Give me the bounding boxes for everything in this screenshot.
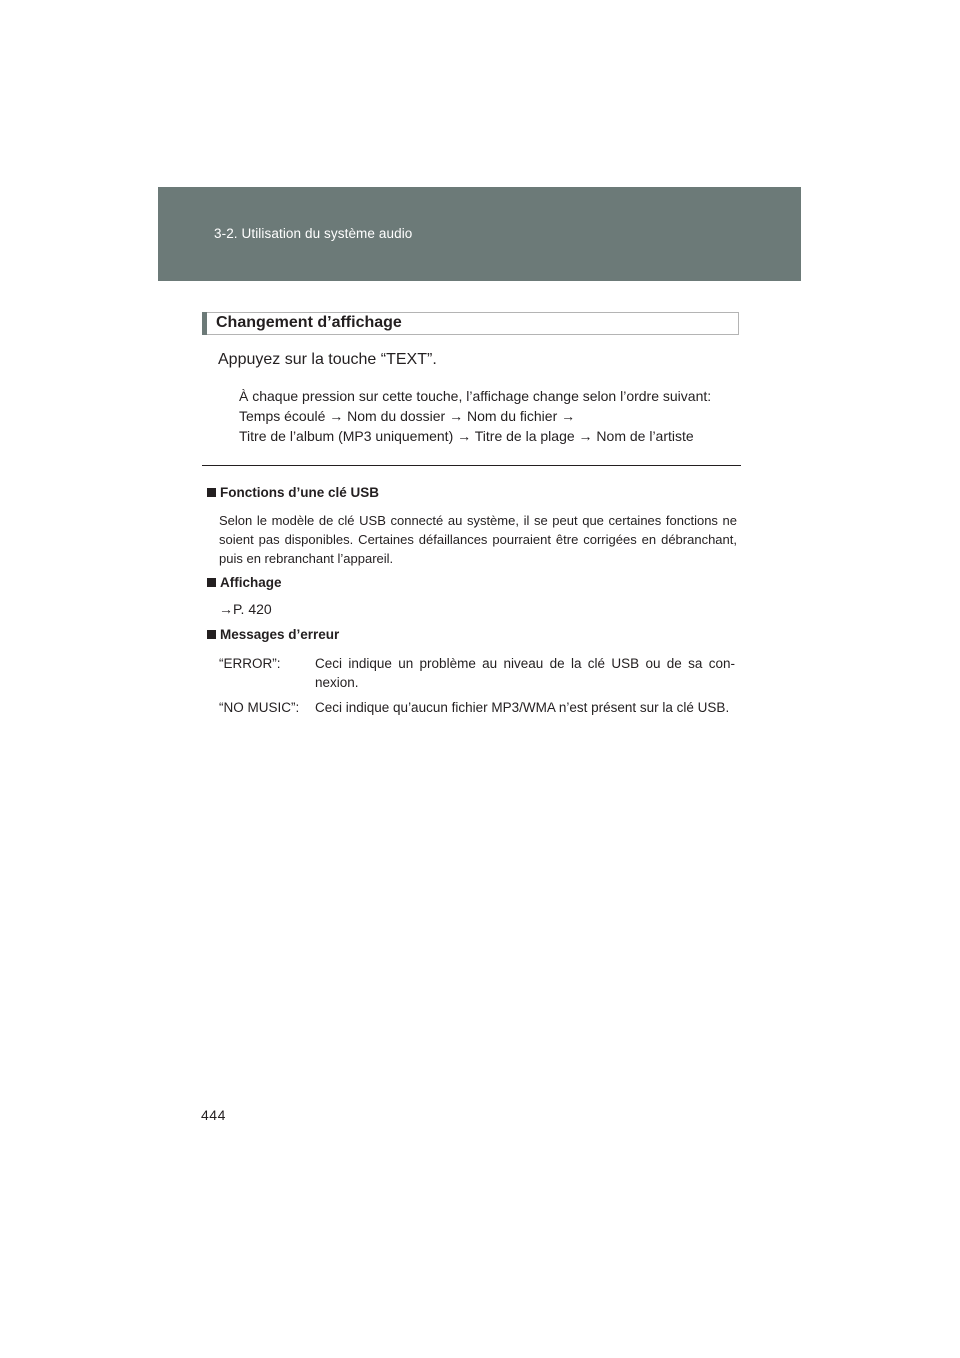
detail-line: À chaque pression sur cette touche, l’affichage change selon l’ordre suivant: [239, 388, 712, 404]
note-title-text: Messages d’erreur [220, 627, 340, 642]
error-code: “NO MUSIC”: [219, 700, 300, 715]
note-title-display [207, 575, 282, 590]
note-title-usb [207, 485, 379, 500]
square-bullet-icon [207, 488, 216, 497]
page-reference: →P. 420 [219, 601, 272, 617]
detail-line: Temps écoulé → Nom du dossier → Nom du fichier → [239, 408, 576, 424]
error-description: Ceci indique un problème au niveau de la clé USB ou de sa con-nexion. [315, 656, 735, 690]
instruction-text: Appuyez sur la touche “TEXT”. [218, 351, 437, 368]
note-body-usb: Selon le modèle de clé USB connecté au système, il se peut que certaines fonctions ne soient pas disponibles. Certaines défaillances pourraient être corrigées en débranchant, puis en rebranchant l’appareil. [219, 513, 737, 566]
note-title-text: Affichage [220, 575, 282, 590]
section-label: 3-2. Utilisation du système audio [214, 226, 413, 241]
divider [202, 465, 741, 466]
square-bullet-icon [207, 630, 216, 639]
section-heading-text: Changement d’affichage [216, 314, 402, 331]
error-code: “ERROR”: [219, 656, 281, 671]
page-number: 444 [201, 1107, 226, 1123]
note-title-errors [207, 627, 339, 642]
instruction-detail [239, 386, 739, 446]
error-description: Ceci indique qu’aucun fichier MP3/WMA n’est présent sur la clé USB. [315, 700, 730, 715]
header-band [158, 187, 801, 281]
note-title-text: Fonctions d’une clé USB [220, 485, 380, 500]
heading-accent-bar [202, 312, 207, 335]
square-bullet-icon [207, 578, 216, 587]
section-heading [202, 312, 739, 335]
detail-line: Titre de l’album (MP3 uniquement) → Titre de la plage → Nom de l’artiste [239, 428, 694, 444]
